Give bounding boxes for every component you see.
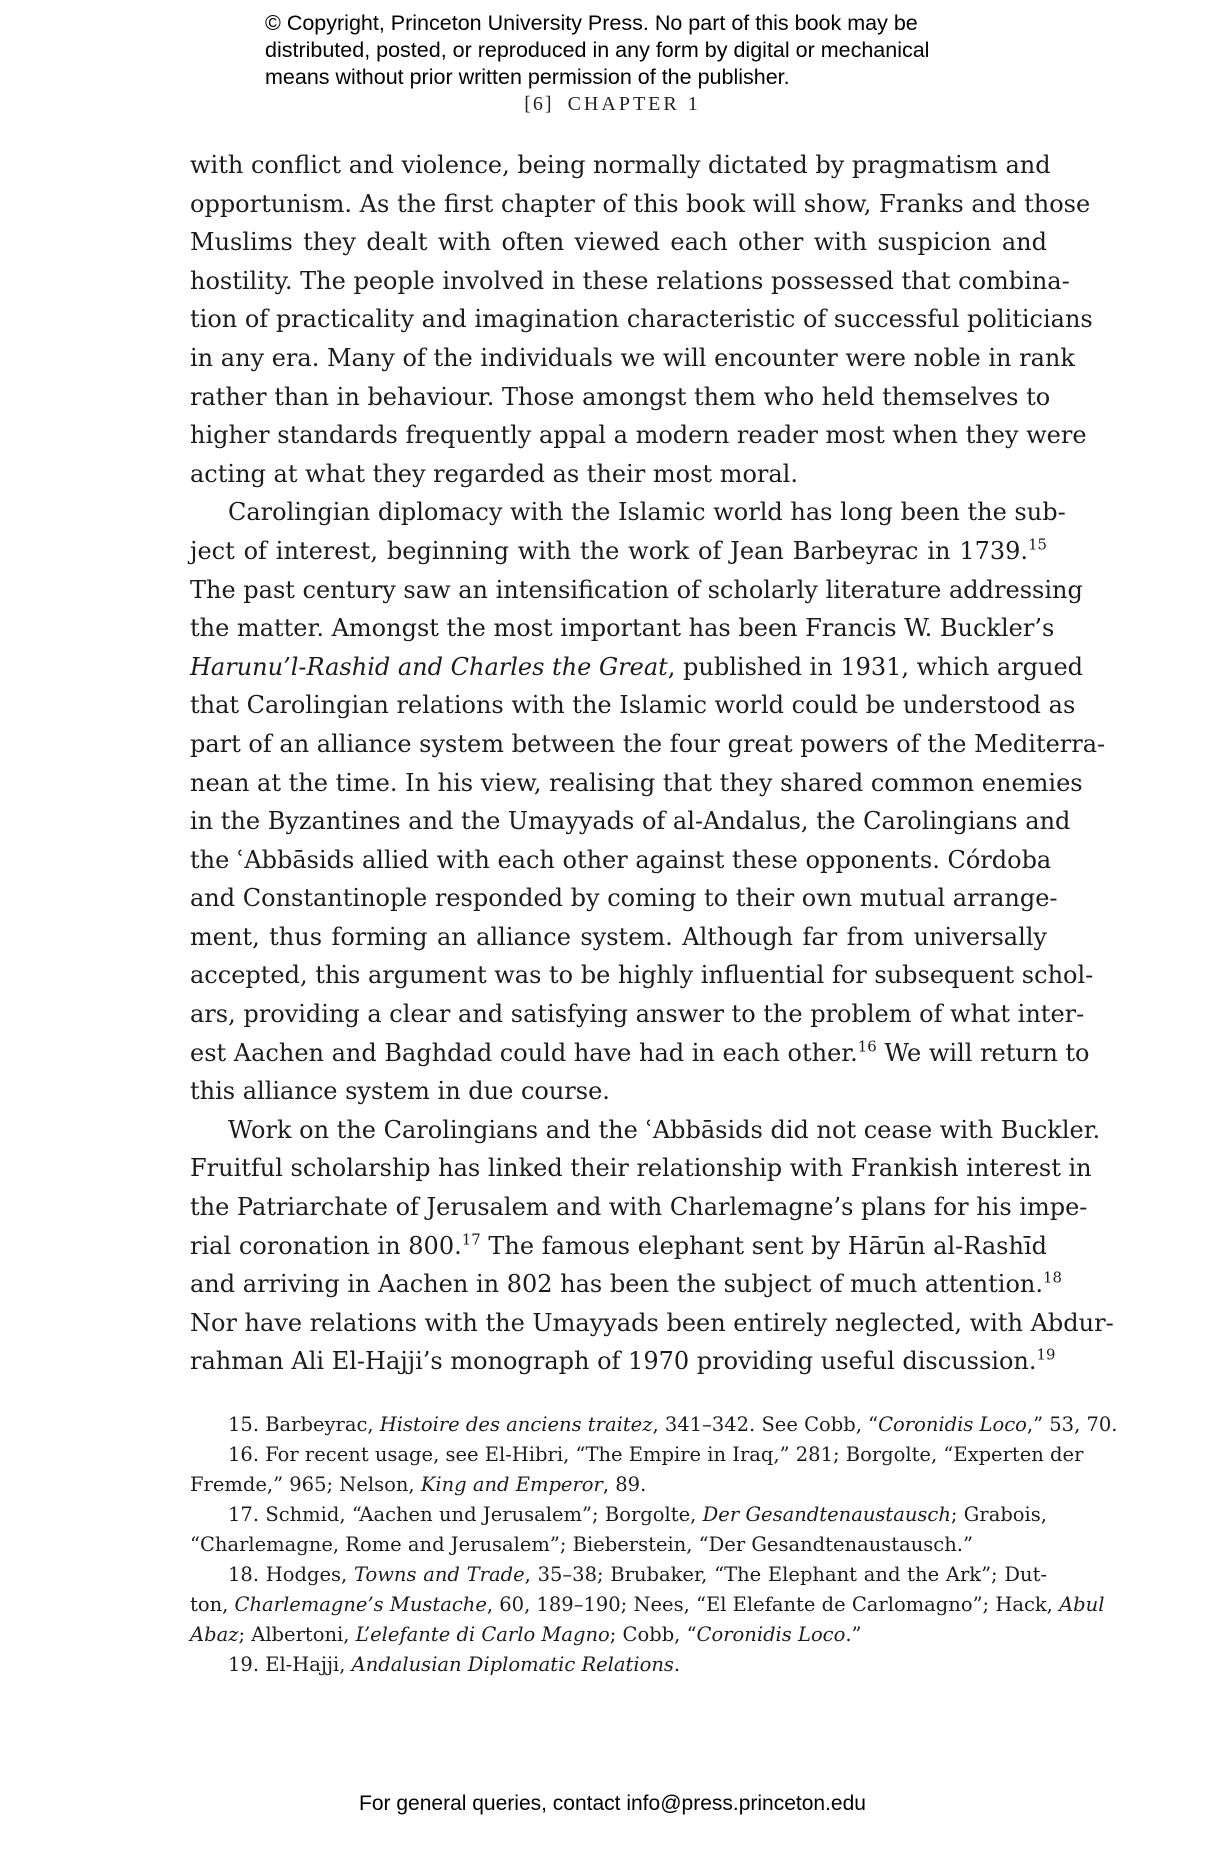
footnote-15 [190,1410,1118,1440]
text-line: accepted, this argument was to be highly influential for subsequent schol- [190,961,1094,990]
title-italic: Abaz [190,1623,239,1646]
copyright-line: means without prior written permission of the publisher. [265,65,790,89]
text-span: ton, [190,1593,235,1616]
text-span: and arriving in Aachen in 802 has been the subject of much attention. [190,1270,1043,1299]
footnote-16-cont [190,1470,1047,1500]
body-text [190,146,1114,1381]
footnote-ref-16[interactable]: 16 [857,1036,877,1055]
text-span: ; Grabois, [950,1503,1047,1526]
text-span: , published in 1931, which argued [667,652,1084,681]
text-line [190,1227,1047,1266]
text-span: rial coronation in 800. [190,1231,462,1260]
text-span: , 35–38; Brubaker, “The Elephant and the Ark”; Dut- [524,1563,1048,1586]
text-span: rahman Ali El-Hajji’s monograph of 1970 providing useful discussion. [190,1347,1037,1376]
title-italic: Histoire des anciens traitez [379,1413,653,1436]
footnote-ref-15[interactable]: 15 [1028,535,1047,554]
text-line [190,532,1047,571]
text-span: 18. Hodges, [228,1563,354,1586]
text-line: part of an alliance system between the four great powers of the Mediterra- [190,729,1106,758]
text-line [190,1342,1056,1381]
text-line: hostility. The people involved in these relations possessed that combina- [190,266,1070,295]
title-italic: King and Emperor [420,1473,603,1496]
text-span: . [673,1653,681,1676]
text-line: and Constantinople responded by coming to their own mutual arrange- [190,884,1058,913]
footnote-18-cont [190,1590,1105,1620]
footnote-17-cont: “Charlemagne, Rome and Jerusalem”; Bieberstein, “Der Gesandtenaustausch.” [190,1533,973,1556]
title-italic: L’elefante di Carlo Magno [355,1623,610,1646]
text-line: higher standards frequently appal a modern reader most when they were [190,421,1087,450]
text-span: The famous elephant sent by Hārūn al-Rashīd [480,1231,1047,1260]
text-span: ject of interest, beginning with the work of Jean Barbeyrac in 1739. [190,536,1029,565]
text-line [190,1034,1090,1073]
title-italic: Abul [1059,1593,1105,1616]
title-italic: Der Gesandtenaustausch [702,1503,951,1526]
text-line: the Patriarchate of Jerusalem and with Charlemagne’s plans for his impe- [190,1193,1088,1222]
text-line: ment, thus forming an alliance system. Although far from universally [190,922,1047,951]
text-line: The past century saw an intensification of scholarly literature addressing [190,575,1083,604]
running-head [0,93,1225,116]
title-italic: Towns and Trade [353,1563,525,1586]
text-span: ; Albertoni, [238,1623,356,1646]
text-span: ; Cobb, “ [609,1623,697,1646]
text-line: the matter. Amongst the most important has been Francis W. Buckler’s [190,614,1055,643]
book-title: Harunu’l-Rashid and Charles the Great [190,652,668,681]
footnote-ref-19[interactable]: 19 [1036,1345,1056,1364]
text-line: nean at the time. In his view, realising that they shared common enemies [190,768,1083,797]
text-line: opportunism. As the first chapter of this book will show, Franks and those [190,189,1091,218]
title-italic: Charlemagne’s Mustache [234,1593,487,1616]
text-line: Carolingian diplomacy with the Islamic world has long been the sub- [228,498,1066,527]
text-span: We will return to [876,1038,1090,1067]
title-italic: Andalusian Diplomatic Relations [351,1653,674,1676]
copyright-line: © Copyright, Princeton University Press. No part of this book may be [265,11,918,35]
text-line: Fruitful scholarship has linked their relationship with Frankish interest in [190,1154,1092,1183]
text-line [190,648,1084,687]
text-span: , 341–342. See Cobb, “ [652,1413,879,1436]
text-line [190,1265,1062,1304]
text-line: tion of practicality and imagination characteristic of successful politicians [190,305,1093,334]
footnotes [190,1410,1118,1680]
text-span: Fremde,” 965; Nelson, [190,1473,421,1496]
text-line: this alliance system in due course. [190,1077,610,1106]
text-line: with conflict and violence, being normally dictated by pragmatism and [190,151,1051,179]
text-span: ,” 53, 70. [1026,1413,1118,1436]
footnote-18-cont [190,1620,1047,1650]
text-line: ars, providing a clear and satisfying answer to the problem of what inter- [190,1000,1085,1029]
footer-contact: For general queries, contact info@press.princeton.edu [359,1792,866,1815]
text-span: .” [845,1623,862,1646]
title-italic: Coronidis Loco [696,1623,846,1646]
text-line: in any era. Many of the individuals we will encounter were noble in rank [190,343,1075,372]
text-line: in the Byzantines and the Umayyads of al-Andalus, the Carolingians and [190,807,1071,836]
text-span: , 89. [602,1473,647,1496]
copyright-line: distributed, posted, or reproduced in any form by digital or mechanical [265,38,930,62]
text-span: , 60, 189–190; Nees, “El Elefante de Carlomagno”; Hack, [486,1593,1060,1616]
footnote-18 [190,1560,1047,1590]
text-line: Work on the Carolingians and the ʿAbbāsids did not cease with Buckler. [228,1115,1101,1144]
footnote-17 [190,1500,1047,1530]
text-span: 15. Barbeyrac, [228,1413,380,1436]
text-line: that Carolingian relations with the Islamic world could be understood as [190,691,1076,720]
footnote-19 [190,1650,1047,1680]
footnote-16: 16. For recent usage, see El-Hibri, “The Empire in Iraq,” 281; Borgolte, “Experten der [228,1443,1084,1466]
text-span: 17. Schmid, “Aachen und Jerusalem”; Borgolte, [228,1503,703,1526]
copyright-notice [265,10,1025,91]
text-span: 19. El-Hajji, [228,1653,352,1676]
footnote-ref-17[interactable]: 17 [461,1229,481,1248]
text-line: Nor have relations with the Umayyads been entirely neglected, with Abdur- [190,1308,1114,1337]
chapter-label: CHAPTER 1 [567,93,701,115]
text-line: rather than in behaviour. Those amongst them who held themselves to [190,382,1051,411]
text-span: est Aachen and Baghdad could have had in each other. [190,1038,858,1067]
page-number: [6] [524,93,554,115]
text-line: Muslims they dealt with often viewed each other with suspicion and [190,228,1047,257]
text-line: the ʿAbbāsids allied with each other against these opponents. Córdoba [190,845,1052,874]
footnote-ref-18[interactable]: 18 [1042,1268,1062,1287]
title-italic: Coronidis Loco [878,1413,1027,1436]
text-line: acting at what they regarded as their most moral. [190,459,798,488]
